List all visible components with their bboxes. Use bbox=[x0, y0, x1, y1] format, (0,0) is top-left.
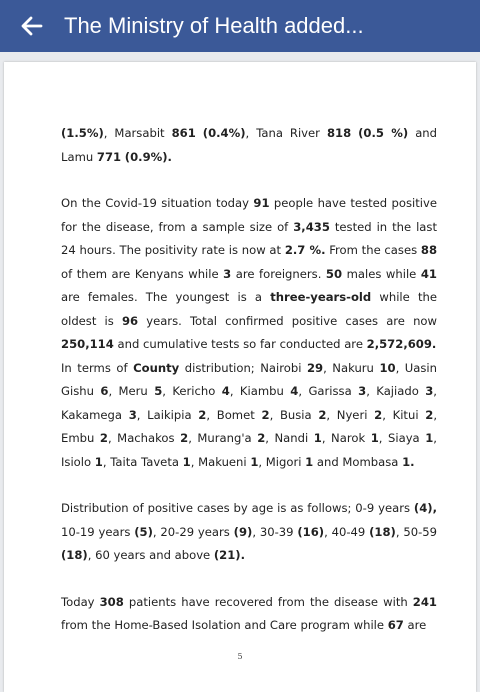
bold-text: 67 bbox=[387, 618, 404, 632]
bold-text: 2 bbox=[374, 407, 383, 422]
text-run: , Murang'a bbox=[188, 431, 258, 445]
bold-text: 2.7 %. bbox=[284, 243, 326, 257]
text-run: Today bbox=[61, 594, 100, 609]
text-run: , Kajiado bbox=[366, 384, 426, 398]
document-page[interactable] bbox=[4, 62, 476, 692]
bold-text: 3 bbox=[223, 266, 232, 281]
text-run: , Kericho bbox=[162, 384, 222, 398]
bold-text: 2 bbox=[257, 431, 266, 445]
bold-text: 91 bbox=[253, 196, 270, 210]
bold-text: (0.5 %) bbox=[358, 126, 409, 140]
bold-text: 2,572,609. bbox=[366, 337, 437, 351]
bold-text: 2 bbox=[198, 407, 207, 422]
bold-text: 3 bbox=[128, 407, 137, 422]
paragraph bbox=[61, 357, 437, 475]
text-run: , Tana River bbox=[245, 126, 327, 140]
text-run: of them are Kenyans while bbox=[61, 266, 224, 281]
bold-text: 41 bbox=[420, 266, 437, 281]
text-run bbox=[196, 126, 203, 140]
bold-text: 3 bbox=[425, 384, 434, 398]
text-run: On the Covid-19 situation today bbox=[61, 196, 254, 210]
bold-text: 861 bbox=[171, 126, 196, 140]
bold-text: 10 bbox=[379, 360, 396, 375]
bold-text: 1 bbox=[305, 454, 314, 469]
text-run: are bbox=[403, 618, 427, 632]
text-run: , Laikipia bbox=[136, 407, 199, 422]
app-header bbox=[0, 0, 480, 52]
text-run: males while bbox=[342, 266, 421, 281]
bold-text: 241 bbox=[412, 594, 437, 609]
text-run: , 30-39 bbox=[252, 524, 298, 539]
back-button[interactable] bbox=[0, 0, 64, 52]
text-run: , 40-49 bbox=[324, 524, 370, 539]
text-run: , 60 years and above bbox=[87, 548, 214, 562]
text-run: , Isiolo bbox=[61, 431, 437, 469]
bold-text: 96 bbox=[121, 313, 139, 328]
bold-text: (5) bbox=[134, 524, 153, 539]
text-run: Distribution of positive cases by age is as follows; 0-9 years bbox=[61, 501, 414, 515]
text-run: , Kitui bbox=[382, 407, 426, 422]
text-run: , Nyeri bbox=[326, 407, 375, 422]
bold-text: 1 bbox=[182, 454, 191, 469]
bold-text: 3 bbox=[358, 384, 367, 398]
text-run: while the oldest is bbox=[61, 290, 437, 328]
text-run: distribution; Nairobi bbox=[179, 360, 307, 375]
bold-text: 2 bbox=[425, 407, 434, 422]
bold-text: 5 bbox=[154, 384, 163, 398]
text-run: , Meru bbox=[108, 384, 155, 398]
bold-text: 4 bbox=[290, 384, 299, 398]
bold-text: (16) bbox=[297, 524, 325, 539]
page-number: 5 bbox=[237, 652, 243, 661]
bold-text: (9) bbox=[233, 524, 253, 539]
text-run: , 50-59 bbox=[395, 524, 438, 539]
text-run: are foreigners. bbox=[231, 266, 326, 281]
text-run: , Marsabit bbox=[103, 126, 172, 140]
bold-text: 2 bbox=[261, 407, 270, 422]
text-run: , Garissa bbox=[298, 384, 359, 398]
bold-text: 1 bbox=[313, 431, 322, 445]
text-run: , 20-29 years bbox=[152, 524, 234, 539]
text-run: , Uasin Gishu bbox=[61, 360, 437, 398]
text-run: tested in the last 24 hours. The positivity rate is now at bbox=[61, 219, 437, 257]
text-run: , Taita Taveta bbox=[102, 454, 183, 469]
text-run: , Busia bbox=[269, 407, 319, 422]
paragraph bbox=[61, 122, 437, 169]
text-run: , Bomet bbox=[206, 407, 262, 422]
paragraph bbox=[61, 497, 437, 568]
text-run: from the Home-Based Isolation and Care program while bbox=[61, 618, 388, 632]
bold-text: 1. bbox=[402, 454, 415, 469]
text-run: , Nandi bbox=[265, 431, 314, 445]
bold-text: 250,114 bbox=[61, 337, 114, 351]
bold-text: 771 bbox=[96, 149, 122, 164]
bold-text: 3,435 bbox=[293, 219, 330, 234]
document-body bbox=[61, 122, 437, 638]
bold-text: three-years-old bbox=[270, 290, 372, 304]
text-run: , Kakamega bbox=[61, 384, 437, 422]
text-run: , Nakuru bbox=[323, 360, 380, 375]
bold-text: 2 bbox=[180, 431, 189, 445]
text-run: , Embu bbox=[61, 407, 438, 445]
bold-text: 308 bbox=[99, 594, 124, 609]
text-run: , Kiambu bbox=[229, 384, 291, 398]
text-run: people have tested positive for the disease, from a sample size of bbox=[61, 196, 437, 234]
bold-text: 818 bbox=[326, 126, 352, 140]
bold-text: (0.9%). bbox=[124, 149, 172, 164]
text-run: , Makueni bbox=[190, 454, 251, 469]
text-run: and cumulative tests so far conducted are bbox=[113, 337, 367, 351]
arrow-left-icon bbox=[21, 16, 43, 36]
bold-text: (18) bbox=[61, 548, 88, 562]
text-run: years. Total confirmed positive cases are now bbox=[138, 313, 437, 328]
bold-text: (4), bbox=[413, 501, 437, 515]
bold-text: (21). bbox=[213, 548, 246, 562]
text-run: 10-19 years bbox=[61, 524, 135, 539]
bold-text: 50 bbox=[325, 266, 343, 281]
bold-text: (1.5%) bbox=[61, 126, 104, 140]
bold-text: 2 bbox=[99, 431, 108, 445]
text-run: are females. The youngest is a bbox=[61, 290, 271, 304]
text-run: , Machakos bbox=[107, 431, 181, 445]
bold-text: 1 bbox=[370, 431, 379, 445]
page-title: The Ministry of Health added... bbox=[64, 13, 364, 38]
text-run: , Siaya bbox=[378, 431, 426, 445]
bold-text: 1 bbox=[250, 454, 259, 469]
text-run: and Mombasa bbox=[313, 454, 403, 469]
bold-text: (18) bbox=[369, 524, 396, 539]
text-run: , Narok bbox=[321, 431, 371, 445]
bold-text: 4 bbox=[221, 384, 230, 398]
bold-text: 2 bbox=[318, 407, 327, 422]
bold-text: 88 bbox=[420, 243, 438, 257]
paragraph bbox=[61, 591, 437, 638]
bold-text: County bbox=[133, 360, 180, 375]
bold-text: 6 bbox=[100, 384, 109, 398]
text-run: In terms of bbox=[61, 360, 134, 375]
bold-text: 1 bbox=[94, 454, 103, 469]
text-run: patients have recovered from the disease with bbox=[123, 594, 413, 609]
text-run: , Migori bbox=[258, 454, 306, 469]
paragraph bbox=[61, 192, 437, 357]
text-run: From the cases bbox=[325, 243, 421, 257]
bold-text: (0.4%) bbox=[202, 126, 246, 140]
text-run: and Lamu bbox=[61, 126, 438, 164]
bold-text: 1 bbox=[425, 431, 434, 445]
bold-text: 29 bbox=[306, 360, 324, 375]
